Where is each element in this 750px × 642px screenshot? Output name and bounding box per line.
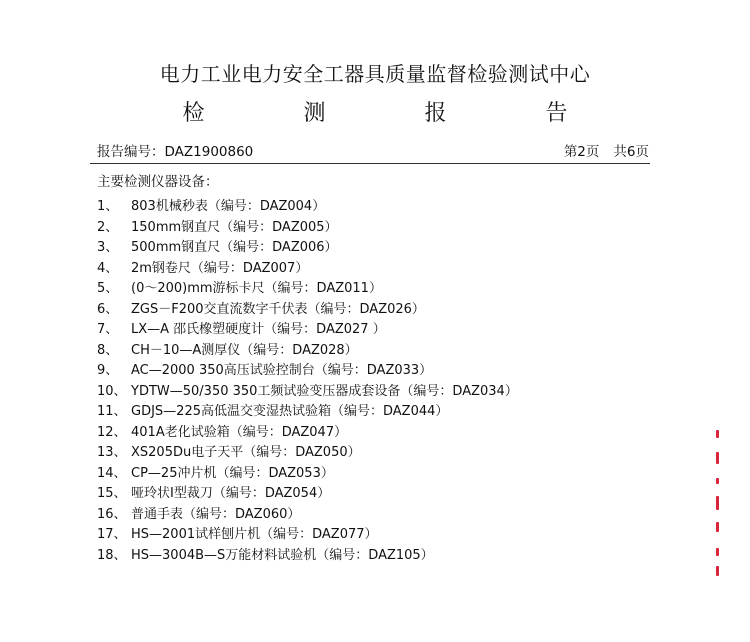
item-number: 1、 bbox=[97, 199, 119, 214]
report-title: 检 测 报 告 bbox=[182, 101, 614, 126]
item-text: XS205Du电子天平（编号：DAZ050） bbox=[131, 445, 361, 460]
equipment-list bbox=[97, 197, 518, 566]
list-item bbox=[97, 525, 518, 546]
item-number: 10、 bbox=[97, 383, 127, 399]
item-text: 803机械秒表（编号：DAZ004） bbox=[131, 199, 326, 214]
item-number: 4、 bbox=[97, 260, 119, 276]
list-item bbox=[97, 505, 518, 526]
list-item bbox=[97, 300, 518, 321]
header-divider bbox=[90, 163, 650, 164]
item-text: LX—A 邵氏橡塑硬度计（编号：DAZ027 ） bbox=[131, 322, 386, 337]
report-number-label: 报告编号： bbox=[97, 144, 165, 160]
item-text: 2m钢卷尺（编号：DAZ007） bbox=[131, 260, 309, 276]
item-text: HS—2001试样刨片机（编号：DAZ077） bbox=[131, 527, 378, 542]
item-text: CH－10—A测厚仪（编号：DAZ028） bbox=[131, 342, 358, 358]
list-item bbox=[97, 423, 518, 444]
organization-title: 电力工业电力安全工器具质量监督检验测试中心 bbox=[159, 62, 591, 86]
list-item bbox=[97, 279, 518, 300]
item-number: 8、 bbox=[97, 342, 119, 358]
page-indicator bbox=[564, 140, 649, 160]
item-text: CP—25冲片机（编号：DAZ053） bbox=[131, 465, 334, 481]
item-text: 150mm钢直尺（编号：DAZ005） bbox=[131, 219, 338, 235]
item-text: 500mm钢直尺（编号：DAZ006） bbox=[131, 240, 338, 255]
item-number: 11、 bbox=[97, 404, 127, 419]
item-number: 16、 bbox=[97, 506, 127, 522]
item-text: 普通手表（编号：DAZ060） bbox=[131, 506, 301, 522]
list-item bbox=[97, 320, 518, 341]
list-item bbox=[97, 382, 518, 403]
seal-stamp-edge bbox=[712, 430, 726, 580]
item-text: ZGS－F200交直流数字千伏表（编号：DAZ026） bbox=[131, 301, 425, 317]
item-number: 6、 bbox=[97, 301, 119, 317]
item-number: 9、 bbox=[97, 363, 119, 378]
list-item bbox=[97, 259, 518, 280]
item-number: 2、 bbox=[97, 219, 119, 235]
item-text: YDTW—50/350 350工频试验变压器成套设备（编号：DAZ034） bbox=[131, 383, 518, 399]
list-item bbox=[97, 238, 518, 259]
list-item bbox=[97, 341, 518, 362]
list-item bbox=[97, 402, 518, 423]
item-text: 401A老化试验箱（编号：DAZ047） bbox=[131, 424, 348, 440]
item-text: 哑玲状I型裁刀（编号：DAZ054） bbox=[131, 486, 331, 501]
item-text: GDJS—225高低温交变湿热试验箱（编号：DAZ044） bbox=[131, 404, 449, 419]
item-text: AC—2000 350高压试验控制台（编号：DAZ033） bbox=[131, 363, 433, 378]
list-item bbox=[97, 546, 518, 567]
page-current: 第2页 bbox=[563, 144, 600, 160]
list-item bbox=[97, 197, 518, 218]
list-item bbox=[97, 484, 518, 505]
item-number: 13、 bbox=[97, 445, 127, 460]
list-item bbox=[97, 464, 518, 485]
item-number: 17、 bbox=[97, 527, 127, 542]
item-number: 3、 bbox=[97, 240, 119, 255]
item-text: HS—3004B—S万能材料试验机（编号：DAZ105） bbox=[131, 547, 434, 563]
page-total: 共6页 bbox=[613, 144, 649, 160]
item-number: 15、 bbox=[97, 486, 127, 501]
section-heading: 主要检测仪器设备： bbox=[97, 174, 219, 190]
item-text: (0～200)mm游标卡尺（编号：DAZ011） bbox=[131, 281, 382, 296]
report-meta-row bbox=[97, 140, 649, 160]
list-item bbox=[97, 361, 518, 382]
report-number bbox=[97, 140, 253, 160]
item-number: 12、 bbox=[97, 424, 127, 440]
list-item bbox=[97, 443, 518, 464]
list-item bbox=[97, 218, 518, 239]
item-number: 18、 bbox=[97, 547, 127, 563]
item-number: 14、 bbox=[97, 465, 127, 481]
item-number: 7、 bbox=[97, 322, 119, 337]
item-number: 5、 bbox=[97, 281, 119, 296]
report-number-value: DAZ1900860 bbox=[164, 144, 254, 160]
